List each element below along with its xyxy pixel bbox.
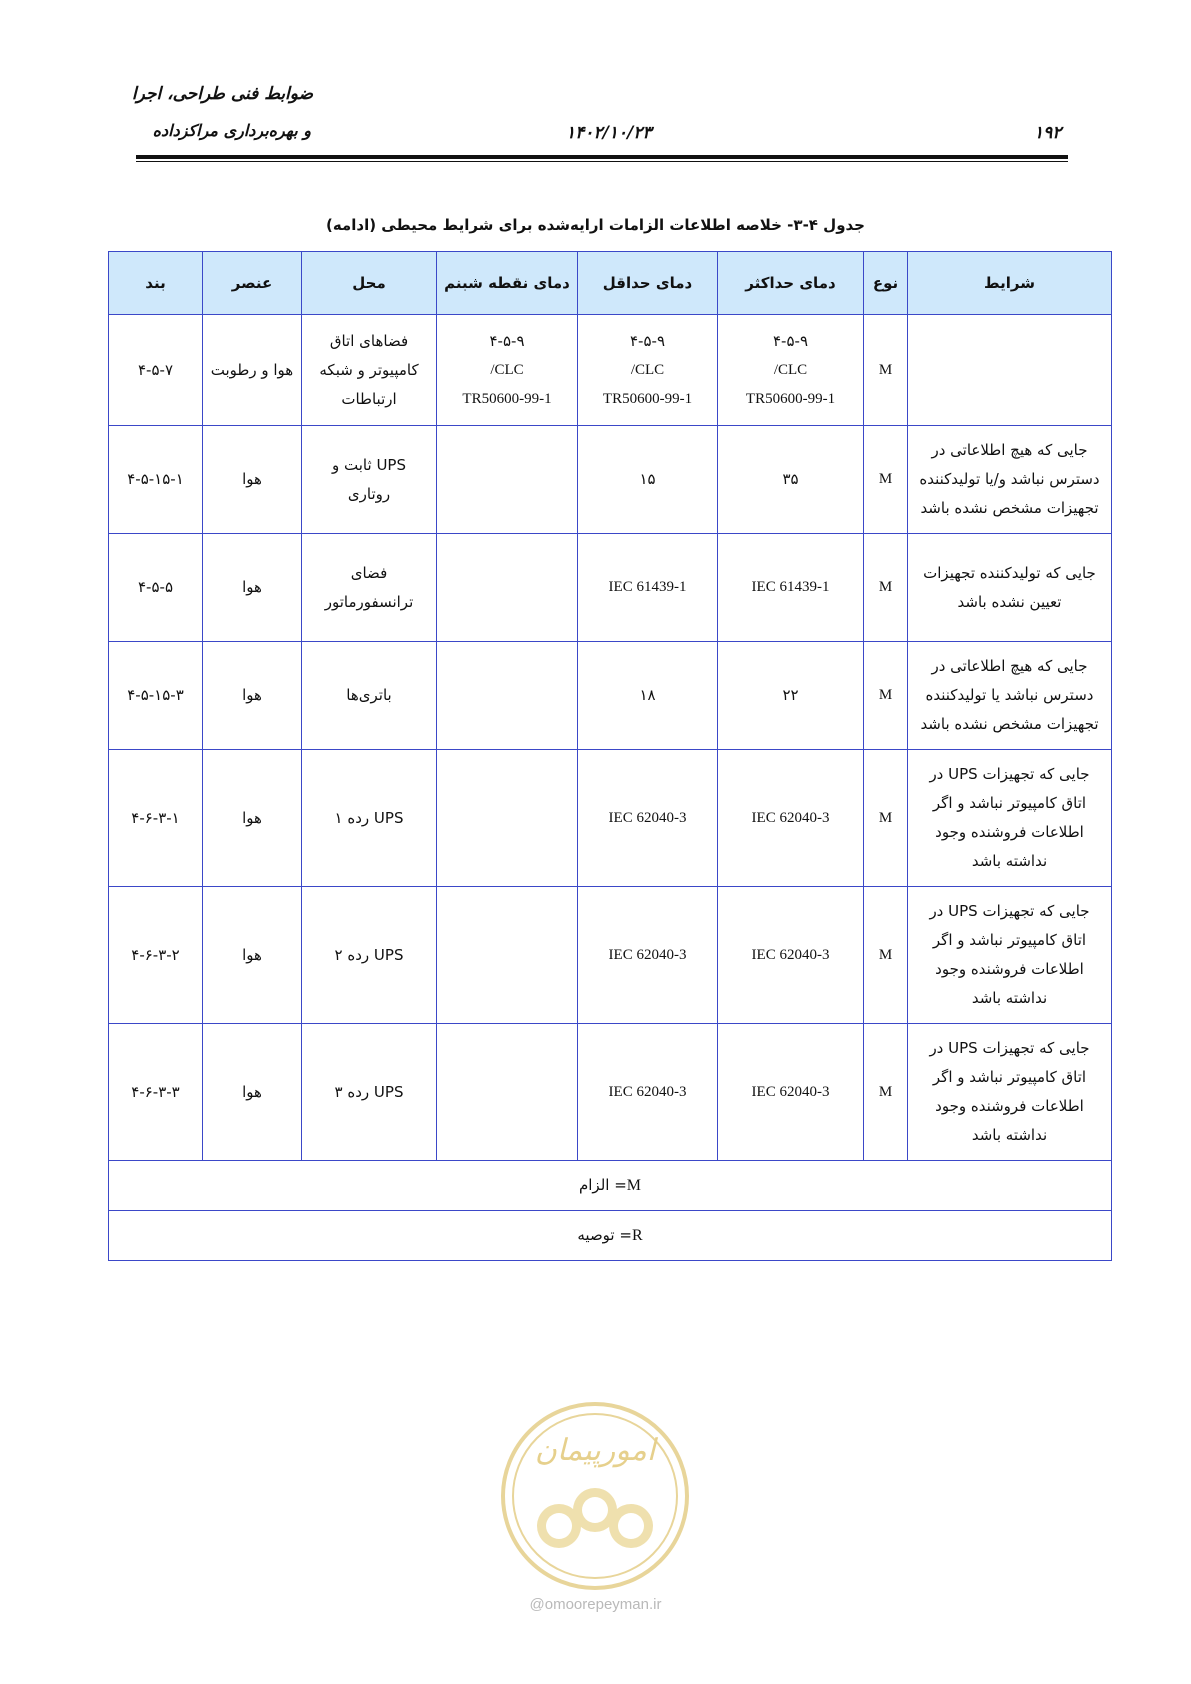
cell-clause: ۴-۵-۷ bbox=[109, 315, 203, 426]
requirements-table bbox=[108, 251, 1112, 1261]
cell-line: نداشته باشد bbox=[971, 989, 1048, 1007]
cell-conditions bbox=[908, 750, 1112, 887]
cell-line: TR50600-99-1 bbox=[745, 390, 836, 407]
cell-line: تعیین نشده باشد bbox=[957, 592, 1062, 611]
cell-max-temp: IEC 61439-1 bbox=[718, 534, 864, 642]
cell-line: جایی که تولیدکننده تجهیزات bbox=[923, 563, 1096, 582]
col-header-min-temp: دمای حداقل bbox=[578, 252, 718, 315]
cell-location: باتری‌ها bbox=[302, 642, 437, 750]
col-header-max-temp: دمای حداکثر bbox=[718, 252, 864, 315]
cell-type: M bbox=[864, 534, 908, 642]
cell-max-temp bbox=[718, 315, 864, 426]
cell-min-temp bbox=[578, 315, 718, 426]
cell-line: ارتباطات bbox=[341, 389, 397, 408]
cell-max-temp: ۳۵ bbox=[718, 426, 864, 534]
cell-line: اطلاعات فروشنده وجود bbox=[935, 1097, 1084, 1115]
header-title-line1: ضوابط فنی طراحی، اجرا bbox=[131, 84, 313, 104]
cell-min-temp: IEC 62040-3 bbox=[578, 887, 718, 1024]
cell-max-temp: IEC 62040-3 bbox=[718, 750, 864, 887]
cell-line: اتاق کامپیوتر نباشد و اگر bbox=[932, 794, 1087, 812]
cell-min-temp: IEC 62040-3 bbox=[578, 1024, 718, 1161]
cell-line: TR50600-99-1 bbox=[462, 390, 552, 407]
cell-conditions bbox=[908, 315, 1112, 426]
cell-type: M bbox=[864, 1024, 908, 1161]
cell-max-temp: ۲۲ bbox=[718, 642, 864, 750]
cell-clause: ۴-۵-۱۵-۳ bbox=[109, 642, 203, 750]
cell-element: هوا bbox=[203, 642, 302, 750]
cell-dew-point bbox=[437, 534, 578, 642]
cell-min-temp: IEC 62040-3 bbox=[578, 750, 718, 887]
cell-type: M bbox=[864, 642, 908, 750]
legend-row-r bbox=[109, 1211, 1112, 1261]
table-row bbox=[109, 642, 1112, 750]
legend-m-text: = الزام bbox=[578, 1176, 627, 1194]
cell-element: هوا bbox=[203, 534, 302, 642]
cell-line: دسترس نباشد یا تولیدکننده bbox=[925, 686, 1094, 704]
cell-conditions bbox=[908, 887, 1112, 1024]
cell-dew-point bbox=[437, 1024, 578, 1161]
cell-line: جایی که هیچ اطلاعاتی در bbox=[931, 441, 1088, 459]
cell-line: روتاری bbox=[347, 484, 391, 503]
table-row bbox=[109, 1024, 1112, 1161]
cell-line: CLC/ bbox=[773, 361, 808, 378]
cell-type: M bbox=[864, 315, 908, 426]
cell-location: UPS رده ۲ bbox=[302, 887, 437, 1024]
header-date: ۱۴۰۲/۱۰/۲۳ bbox=[566, 123, 652, 143]
cell-min-temp: ۱۸ bbox=[578, 642, 718, 750]
cell-line: TR50600-99-1 bbox=[602, 390, 693, 407]
cell-line: اطلاعات فروشنده وجود bbox=[935, 960, 1084, 978]
cell-max-temp: IEC 62040-3 bbox=[718, 1024, 864, 1161]
table-header-row bbox=[109, 252, 1112, 315]
col-header-type: نوع bbox=[864, 252, 908, 315]
cell-element: هوا bbox=[203, 887, 302, 1024]
page-number: ۱۹۲ bbox=[1034, 123, 1062, 143]
table-row bbox=[109, 534, 1112, 642]
legend-m-key: M bbox=[626, 1177, 642, 1194]
cell-type: M bbox=[864, 426, 908, 534]
cell-line: جایی که تجهیزات UPS در bbox=[929, 1039, 1090, 1057]
cell-line: کامپیوتر و شبکه bbox=[319, 360, 419, 379]
cell-line: ترانسفورماتور bbox=[324, 592, 414, 611]
cell-dew-point bbox=[437, 642, 578, 750]
legend-row-m bbox=[109, 1161, 1112, 1211]
header-rule-thin bbox=[136, 161, 1068, 162]
cell-type: M bbox=[864, 887, 908, 1024]
cell-line: ۴-۵-۹ bbox=[773, 331, 808, 350]
col-header-clause: بند bbox=[109, 252, 203, 315]
cell-line: تجهیزات مشخص نشده باشد bbox=[920, 499, 1099, 517]
cell-line: فضای bbox=[350, 563, 388, 582]
cell-clause: ۴-۶-۳-۱ bbox=[109, 750, 203, 887]
cell-min-temp: ۱۵ bbox=[578, 426, 718, 534]
cell-conditions bbox=[908, 534, 1112, 642]
cell-clause: ۴-۵-۱۵-۱ bbox=[109, 426, 203, 534]
cell-line: جایی که تجهیزات UPS در bbox=[929, 902, 1090, 920]
cell-max-temp: IEC 62040-3 bbox=[718, 887, 864, 1024]
cell-line: جایی که هیچ اطلاعاتی در bbox=[931, 657, 1088, 675]
col-header-element: عنصر bbox=[203, 252, 302, 315]
cell-line: فضاهای اتاق bbox=[329, 331, 409, 350]
cell-conditions bbox=[908, 1024, 1112, 1161]
cell-min-temp: IEC 61439-1 bbox=[578, 534, 718, 642]
cell-location bbox=[302, 426, 437, 534]
cell-clause: ۴-۶-۳-۲ bbox=[109, 887, 203, 1024]
cell-line: اتاق کامپیوتر نباشد و اگر bbox=[932, 1068, 1087, 1086]
col-header-conditions: شرایط bbox=[908, 252, 1112, 315]
cell-location bbox=[302, 315, 437, 426]
cell-line: اطلاعات فروشنده وجود bbox=[935, 823, 1084, 841]
cell-location: UPS رده ۳ bbox=[302, 1024, 437, 1161]
table-row bbox=[109, 887, 1112, 1024]
header-rule-thick bbox=[136, 155, 1068, 159]
cell-conditions bbox=[908, 642, 1112, 750]
cell-element: هوا و رطوبت bbox=[203, 315, 302, 426]
cell-dew-point bbox=[437, 315, 578, 426]
cell-line: CLC/ bbox=[490, 361, 524, 378]
legend-r bbox=[109, 1211, 1112, 1261]
watermark-site: @omoorepeyman.ir bbox=[529, 1596, 662, 1613]
cell-clause: ۴-۶-۳-۳ bbox=[109, 1024, 203, 1161]
cell-location bbox=[302, 534, 437, 642]
cell-line: CLC/ bbox=[630, 361, 665, 378]
watermark-logo bbox=[497, 1398, 693, 1594]
cell-conditions bbox=[908, 426, 1112, 534]
cell-element: هوا bbox=[203, 750, 302, 887]
legend-r-key: R bbox=[631, 1227, 643, 1244]
header-title-line2: و بهره‌برداری مراکزداده bbox=[152, 121, 311, 140]
legend-r-text: = توصیه bbox=[577, 1226, 632, 1244]
table-row bbox=[109, 315, 1112, 426]
cell-line: جایی که تجهیزات UPS در bbox=[929, 765, 1090, 783]
cell-type: M bbox=[864, 750, 908, 887]
cell-line: تجهیزات مشخص نشده باشد bbox=[920, 715, 1099, 733]
col-header-location: محل bbox=[302, 252, 437, 315]
page-header bbox=[0, 84, 1191, 144]
cell-element: هوا bbox=[203, 426, 302, 534]
table-row bbox=[109, 426, 1112, 534]
cell-line: UPS ثابت و bbox=[332, 455, 406, 474]
cell-dew-point bbox=[437, 750, 578, 887]
cell-line: دسترس نباشد و/یا تولیدکننده bbox=[919, 470, 1100, 488]
cell-element: هوا bbox=[203, 1024, 302, 1161]
watermark-logo-text: امورپیمان bbox=[534, 1433, 656, 1468]
cell-line: اتاق کامپیوتر نباشد و اگر bbox=[932, 931, 1087, 949]
cell-line: ۴-۵-۹ bbox=[630, 331, 665, 350]
cell-dew-point bbox=[437, 426, 578, 534]
table-row bbox=[109, 750, 1112, 887]
cell-location: UPS رده ۱ bbox=[302, 750, 437, 887]
table-caption: جدول ۴-۳- خلاصه اطلاعات الزامات ارایه‌شده برای شرایط محیطی (ادامه) bbox=[325, 216, 865, 234]
cell-dew-point bbox=[437, 887, 578, 1024]
cell-line: ۴-۵-۹ bbox=[489, 331, 525, 350]
col-header-dew-point: دمای نقطه شبنم bbox=[437, 252, 578, 315]
cell-line: نداشته باشد bbox=[971, 852, 1048, 870]
cell-clause: ۴-۵-۵ bbox=[109, 534, 203, 642]
legend-m bbox=[109, 1161, 1112, 1211]
cell-line: نداشته باشد bbox=[971, 1126, 1048, 1144]
